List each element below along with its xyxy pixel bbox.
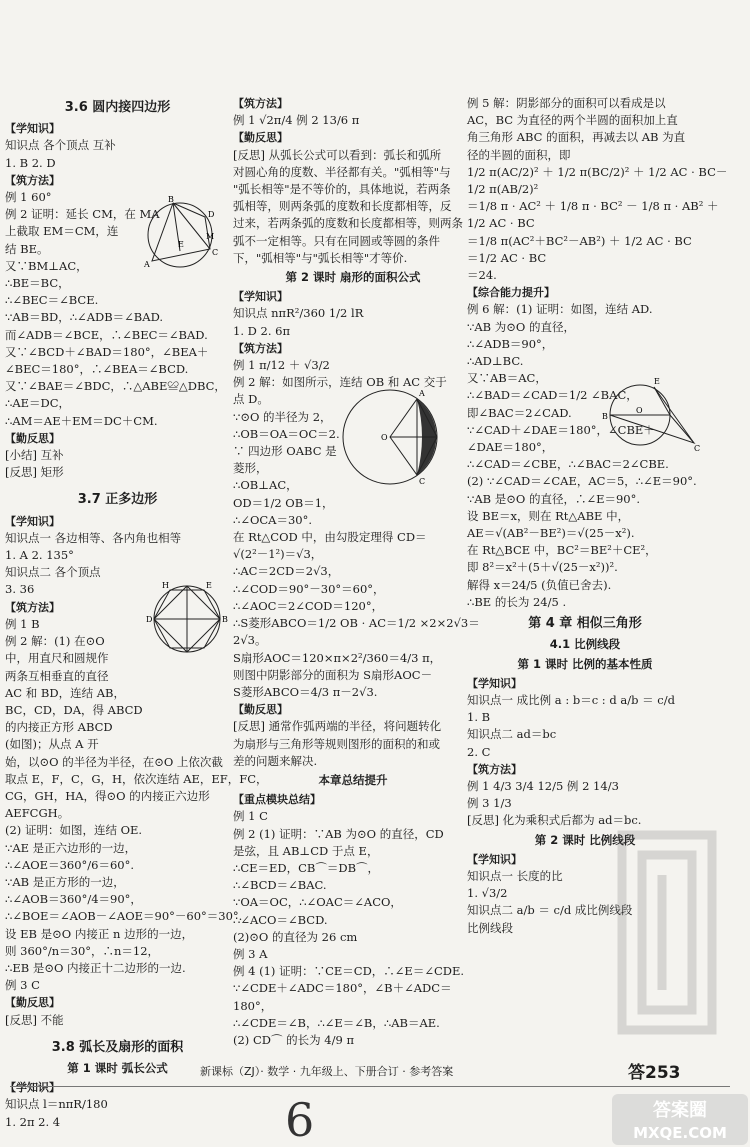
block-heading: 【筑方法】 bbox=[5, 173, 60, 187]
section-title: 3.8 弧长及扇形的面积 bbox=[51, 1039, 184, 1055]
text-line: ＝24. bbox=[467, 268, 497, 283]
text-line: 是弦，且 AB⊥CD 于点 E， bbox=[233, 843, 379, 858]
block-heading: 【学知识】 bbox=[5, 514, 60, 528]
text-line: ∴∠CDE＝∠B，∴∠E＝∠B，∴AB＝AE. bbox=[233, 1015, 440, 1030]
text-line: ∴∠COD＝90°－30°＝60°， bbox=[233, 581, 385, 596]
text-line: 的内接正方形 ABCD bbox=[5, 720, 113, 735]
block-heading: 【学知识】 bbox=[233, 290, 288, 304]
text-line: 上截取 EM＝CM，连 bbox=[5, 224, 119, 239]
text-line: ∠BEC＝180°，∴∠BEA＝∠BCD. bbox=[5, 362, 189, 377]
svg-text:B: B bbox=[222, 615, 228, 624]
text-line: (2) 证明：如图，连结 OE. bbox=[5, 823, 143, 838]
text-line: 知识点一 长度的比 bbox=[467, 868, 563, 883]
block-heading: 【勤反思】 bbox=[233, 703, 288, 717]
text-line: [反思] 化为乘积式后都为 ad＝bc. bbox=[467, 813, 642, 828]
text-line: 设 EB 是⊙O 内接正 n 边形的一边， bbox=[5, 926, 194, 941]
text-line: [小结] 互补 bbox=[5, 448, 64, 463]
text-line: (2) CD⌒ 的长为 4/9 π bbox=[233, 1032, 354, 1047]
text-line: 例 2 证明：延长 CM，在 MA bbox=[5, 207, 160, 222]
text-line: 180°， bbox=[233, 998, 273, 1013]
text-line: 例 3 1/3 bbox=[467, 796, 512, 811]
text-line: ∠DAE＝180°， bbox=[467, 440, 554, 455]
figure-rhombus-circle bbox=[335, 380, 445, 495]
text-line: ＝1/2 AC · BC bbox=[467, 250, 547, 265]
text-line: ∴∠BAD＝∠CAD＝1/2 ∠BAC， bbox=[467, 388, 638, 403]
svg-text:D: D bbox=[208, 210, 215, 219]
block-heading: 【勤反思】 bbox=[5, 431, 60, 445]
text-line: 例 5 解：阴影部分的面积可以看成是以 bbox=[467, 96, 666, 110]
faint-watermark-pattern bbox=[612, 825, 722, 1040]
figure-circle-triangle bbox=[600, 375, 700, 455]
text-line: 例 3 C bbox=[5, 978, 40, 993]
text-line: 对圆心角的度数、半径都有关。"弧相等"与 bbox=[233, 164, 451, 179]
text-line: 1. A 2. 135° bbox=[5, 548, 74, 563]
text-line: ∴∠OCA＝30°. bbox=[233, 512, 313, 527]
text-line: 中，用直尺和圆规作 bbox=[5, 651, 109, 666]
svg-text:M: M bbox=[206, 232, 215, 241]
text-line: ∴OB⊥AC， bbox=[233, 478, 298, 493]
text-line: ∴CE＝ED，CB⌒＝DB⌒， bbox=[233, 860, 380, 875]
text-line: 而∠ADB＝∠BCE，∴∠BEC＝∠BAD. bbox=[5, 327, 208, 342]
svg-text:MXQE.COM: MXQE.COM bbox=[633, 1124, 727, 1142]
block-heading: 【学知识】 bbox=[5, 1081, 60, 1095]
text-line: 又∵AB＝AC， bbox=[467, 371, 547, 386]
text-line: ∵AB 是⊙O 的直径，∴∠E＝90°. bbox=[467, 491, 641, 506]
svg-text:O: O bbox=[381, 433, 388, 442]
text-line: ∴AD⊥BC. bbox=[467, 354, 524, 369]
section-title: 3.7 正多边形 bbox=[77, 492, 158, 508]
text-line: ∵∠CDE＋∠ADC＝180°，∠B＋∠ADC＝ bbox=[233, 981, 452, 996]
text-line: 1. B 2. D bbox=[5, 155, 56, 170]
text-line: ∴S菱形ABCO＝1/2 OB · AC＝1/2 ×2×2√3＝ bbox=[233, 616, 480, 631]
text-line: BC，CD，DA，得 ABCD bbox=[5, 702, 143, 717]
svg-text:O: O bbox=[636, 406, 643, 415]
text-line: 在 Rt△BCE 中，BC²＝BE²＋CE²， bbox=[467, 543, 657, 558]
text-line: ∵AE 是正六边形的一边， bbox=[5, 840, 137, 855]
page-number: 答253 bbox=[628, 1063, 681, 1083]
text-line: 菱形， bbox=[233, 461, 268, 476]
text-line: 径的半圆的面积，即 bbox=[467, 147, 571, 162]
svg-text:E: E bbox=[206, 581, 212, 590]
text-line: ∴∠BCD＝∠BAC. bbox=[233, 878, 327, 893]
text-line: 知识点 各个顶点 互补 bbox=[5, 138, 116, 153]
text-line: 比例线段 bbox=[467, 920, 513, 935]
spacer bbox=[5, 481, 230, 487]
svg-text:B: B bbox=[168, 195, 174, 204]
text-line: 例 1 B bbox=[5, 616, 40, 631]
block-heading: 【学知识】 bbox=[5, 122, 60, 136]
text-line: [反思] 不能 bbox=[5, 1012, 64, 1027]
subsection-title: 第 2 课时 比例线段 bbox=[534, 832, 636, 847]
text-line: 则图中阴影部分的面积为 S扇形AOC－ bbox=[233, 667, 433, 682]
text-line: OD＝1/2 OB＝1， bbox=[233, 495, 334, 510]
text-line: ∴BE 的长为 24/5 . bbox=[467, 594, 567, 609]
block-heading: 【筑方法】 bbox=[5, 600, 60, 614]
section-title: 3.6 圆内接四边形 bbox=[64, 100, 171, 115]
text-line: 即 8²＝x²＋(5＋√(25－x²))². bbox=[467, 560, 618, 575]
text-line: 知识点一 各边相等、各内角也相等 bbox=[5, 530, 182, 545]
text-line: 3. 36 bbox=[5, 582, 35, 597]
text-line: 2. C bbox=[467, 744, 491, 759]
text-line: 1. B bbox=[467, 710, 491, 725]
svg-text:C: C bbox=[694, 444, 701, 453]
text-line: ∴OB＝OA＝OC＝2. bbox=[233, 426, 340, 441]
svg-text:C: C bbox=[419, 477, 426, 486]
figure-regular-polygon bbox=[146, 578, 228, 660]
text-line: 在 Rt△COD 中，由勾股定理得 CD＝ bbox=[233, 530, 427, 545]
handwritten-mark: 6 bbox=[285, 1093, 315, 1147]
text-line: ∴∠BEC＝∠BCE. bbox=[5, 293, 99, 308]
text-line: ∴EB 是⊙O 内接正十二边形的一边. bbox=[5, 960, 186, 975]
text-line: ∴∠ADB＝90°， bbox=[467, 336, 554, 351]
svg-text:E: E bbox=[654, 377, 660, 386]
section-title: 第 4 章 相似三角形 bbox=[528, 616, 642, 632]
text-line: AEFCGH。 bbox=[5, 806, 70, 821]
text-line: 例 2 (1) 证明：∵AB 为⊙O 的直径，CD bbox=[233, 826, 444, 841]
text-line: 1/2 AC · BC bbox=[467, 216, 535, 231]
text-line: 点 D。 bbox=[233, 392, 269, 407]
text-line: 又∵∠BCD＋∠BAD＝180°，∠BEA＋ bbox=[5, 344, 209, 359]
text-line: 例 3 A bbox=[233, 946, 268, 961]
text-line: 例 1 C bbox=[233, 809, 268, 824]
text-line: 例 2 解：如图所示，连结 OB 和 AC 交于 bbox=[233, 375, 447, 390]
column-right bbox=[467, 95, 728, 937]
svg-text:C: C bbox=[212, 248, 219, 257]
text-line: 1. √3/2 bbox=[467, 886, 508, 901]
text-line: ∴AC＝2CD＝2√3， bbox=[233, 564, 340, 579]
text-line: ∴∠CAD＝∠CBE，∴∠BAC＝2∠CBE. bbox=[467, 457, 669, 472]
text-line: 弧相等，则两条弧的度数和长度都相等，反 bbox=[233, 199, 452, 214]
text-line: 知识点 nπR²/360 1/2 lR bbox=[233, 306, 364, 321]
text-line: [反思] 从弧长公式可以看到：弧长和弧所 bbox=[233, 147, 442, 162]
text-line: (如图)；从点 A 开 bbox=[5, 737, 99, 752]
text-line: ∴∠AOC＝2∠COD＝120°， bbox=[233, 598, 384, 613]
subsection-title: 第 1 课时 比例的基本性质 bbox=[517, 656, 653, 671]
block-heading: 【勤反思】 bbox=[5, 996, 60, 1010]
text-line: 2√3。 bbox=[233, 633, 267, 648]
text-line: ∴∠AOE＝360°/6＝60°. bbox=[5, 857, 135, 872]
text-line: ∴∠ACO＝∠BCD. bbox=[233, 912, 328, 927]
text-line: 下，"弧相等"与"弧长相等"才等价. bbox=[233, 250, 408, 265]
text-line: 1. D 2. 6π bbox=[233, 323, 291, 338]
text-line: ∴∠AOB＝360°/4＝90°， bbox=[5, 892, 142, 907]
text-line: 过来，若两条弧的度数和长度都相等，则两条 bbox=[233, 216, 463, 231]
text-line: CG，GH，HA，得⊙O 的内接正六边形 bbox=[5, 788, 210, 803]
text-line: ∵∠CAD＋∠DAE＝180°，∠CBE＋ bbox=[467, 422, 655, 437]
text-line: S菱形ABCO＝4/3 π－2√3. bbox=[233, 684, 378, 699]
subsection-title: 第 2 课时 扇形的面积公式 bbox=[285, 270, 421, 285]
subsection-title: 本章总结提升 bbox=[318, 772, 388, 787]
subsection-title: 4.1 比例线段 bbox=[549, 637, 621, 652]
text-line: 解得 x＝24/5 (负值已舍去). bbox=[467, 577, 612, 592]
block-heading: 【重点模块总结】 bbox=[233, 793, 321, 807]
block-heading: 【学知识】 bbox=[467, 676, 522, 690]
text-line: [反思] 矩形 bbox=[5, 465, 64, 480]
text-line: 差的问题来解决. bbox=[233, 753, 318, 768]
text-line: 例 4 (1) 证明：∵CE＝CD，∴∠E＝∠CDE. bbox=[233, 964, 465, 979]
text-line: ∵OA＝OC，∴∠OAC＝∠ACO， bbox=[233, 895, 402, 910]
text-line: ∵ 四边形 OABC 是 bbox=[233, 444, 337, 459]
text-line: 例 1 4/3 3/4 12/5 例 2 14/3 bbox=[467, 778, 619, 793]
text-line: ∴BE＝BC， bbox=[5, 276, 70, 291]
footer-rule bbox=[10, 1086, 730, 1087]
page-footer bbox=[0, 1060, 750, 1082]
text-line: "弧长相等"是不等价的，具体地说，若两条 bbox=[233, 182, 451, 197]
text-line: ∴∠BOE＝∠AOB－∠AOE＝90°－60°＝30°. bbox=[5, 909, 243, 924]
text-line: 又∵BM⊥AC， bbox=[5, 258, 88, 273]
svg-text:B: B bbox=[602, 412, 608, 421]
text-line: 知识点 l＝nπR/180 bbox=[5, 1097, 108, 1112]
text-line: AC 和 BD，连结 AB， bbox=[5, 685, 125, 700]
text-line: ∴AM＝AE＋EM＝DC＋CM. bbox=[5, 413, 158, 428]
text-line: (2)⊙O 的直径为 26 cm bbox=[233, 929, 358, 944]
subsection-title: 第 1 课时 弧长公式 bbox=[67, 1060, 168, 1075]
svg-text:D: D bbox=[146, 615, 153, 624]
block-heading: 【筑方法】 bbox=[233, 341, 288, 355]
text-line: 两条互相垂直的直径 bbox=[5, 668, 109, 683]
text-line: 1/2 π(AB/2)² bbox=[467, 182, 539, 197]
block-heading: 【综合能力提升】 bbox=[467, 286, 555, 300]
text-line: 取点 E，F，C，G，H，依次连结 AE，EF，FC， bbox=[5, 771, 268, 786]
text-line: 知识点一 成比例 a : b＝c : d a/b ＝ c/d bbox=[467, 692, 675, 707]
text-line: 知识点二 a/b ＝ c/d 成比例线段 bbox=[467, 903, 633, 918]
text-line: 结 BE。 bbox=[5, 241, 49, 256]
text-line: ＝1/8 π · AC² ＋ 1/8 π · BC² － 1/8 π · AB² ＋ bbox=[467, 199, 719, 214]
svg-text:A: A bbox=[144, 260, 150, 269]
watermark-logo bbox=[610, 1092, 750, 1147]
text-line: 例 1 60° bbox=[5, 190, 52, 205]
text-line: ∵AB＝BD，∴∠ADB＝∠BAD. bbox=[5, 310, 164, 325]
text-line: 1. 2π 2. 4 bbox=[5, 1114, 61, 1129]
footer-title: 新课标（ZJ）· 数学 · 九年级上、下册合订 · 参考答案 bbox=[200, 1065, 454, 1078]
text-line: AE＝√(AB²－BE²)＝√(25－x²). bbox=[467, 526, 635, 541]
text-line: S扇形AOC＝120×π×2²/360＝4/3 π， bbox=[233, 650, 442, 665]
block-heading: 【勤反思】 bbox=[233, 131, 288, 145]
block-heading: 【筑方法】 bbox=[233, 97, 288, 110]
text-line: 则 360°/n＝30°，∴n＝12， bbox=[5, 943, 160, 958]
text-line: ∵AB 为⊙O 的直径， bbox=[467, 319, 575, 334]
text-line: ∵AB 是正方形的一边， bbox=[5, 874, 125, 889]
text-line: 弧不一定相等。只有在同圆或等圆的条件 bbox=[233, 233, 440, 248]
svg-text:答案圈: 答案圈 bbox=[653, 1100, 707, 1121]
spacer bbox=[5, 1029, 230, 1035]
text-line: (2) ∵∠CAD＝∠CAE，AC＝5，∴∠E＝90°. bbox=[467, 474, 697, 489]
text-line: 例 6 解：(1) 证明：如图，连结 AD. bbox=[467, 302, 653, 317]
text-line: 知识点二 各个顶点 bbox=[5, 565, 101, 580]
svg-text:H: H bbox=[162, 581, 169, 590]
text-line: 为扇形与三角形等规则图形的面积的和或 bbox=[233, 736, 440, 751]
text-line: 设 BE＝x，则在 Rt△ABE 中， bbox=[467, 508, 630, 523]
text-line: 又∵∠BAE＝∠BDC，∴△ABE≌△DBC， bbox=[5, 379, 226, 394]
text-line: 角三角形 ABC 的面积，再减去以 AB 为直 bbox=[467, 130, 686, 145]
text-line: ＝1/8 π(AC²＋BC²－AB²) ＋ 1/2 AC · BC bbox=[467, 233, 692, 248]
text-line: 1/2 π(AC/2)² ＋ 1/2 π(BC/2)² ＋ 1/2 AC · BC－ bbox=[467, 164, 728, 179]
text-line: 始，以⊙O 的半径为半径，在⊙O 上依次截 bbox=[5, 754, 223, 769]
text-line: ∴AE＝DC， bbox=[5, 396, 71, 411]
figure-cyclic-quadrilateral bbox=[140, 193, 222, 275]
text-line: 例 2 解：(1) 在⊙O bbox=[5, 634, 105, 649]
text-line: 即∠BAC＝2∠CAD. bbox=[467, 405, 572, 420]
text-line: AC，BC 为直径的两个半圆的面积加上直 bbox=[467, 113, 678, 128]
text-line: 知识点二 ad＝bc bbox=[467, 727, 557, 742]
text-line: ∵⊙O 的半径为 2， bbox=[233, 409, 332, 424]
svg-text:E: E bbox=[178, 240, 184, 249]
text-line: 例 1 √2π/4 例 2 13/6 π bbox=[233, 113, 360, 128]
svg-text:A: A bbox=[419, 389, 425, 398]
text-line: 例 1 π/12 ＋ √3/2 bbox=[233, 358, 330, 373]
block-heading: 【筑方法】 bbox=[467, 762, 522, 776]
text-line: [反思] 通常作弧两端的半径，将问题转化 bbox=[233, 719, 442, 734]
block-heading: 【学知识】 bbox=[467, 852, 522, 866]
text-line: √(2²－1²)＝√3， bbox=[233, 547, 323, 562]
